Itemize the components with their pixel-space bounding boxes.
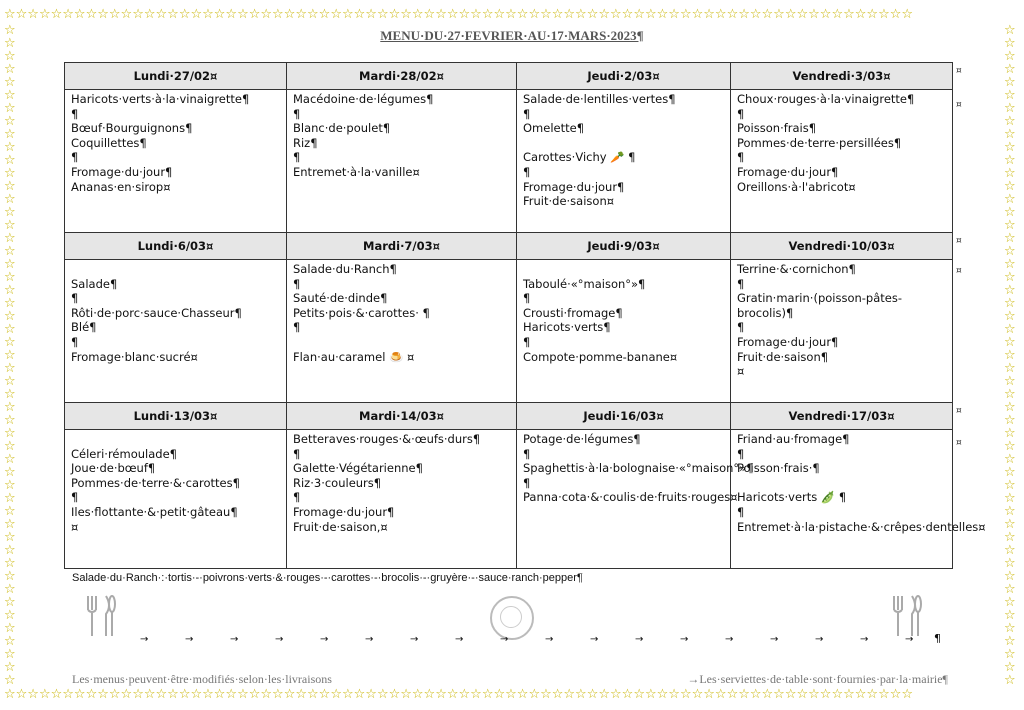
tab-arrow: → <box>275 634 284 645</box>
tab-arrow: → <box>635 634 644 645</box>
day-menu[interactable]: Potage·de·légumes¶ ¶ Spaghettis·à·la·bolognaise·«°maison°»¶ ¶ Panna·cota·&·coulis·de·fruits·rouges¤ <box>517 430 731 569</box>
tab-arrow: → <box>725 634 734 645</box>
day-header: Mardi·28/02¤ <box>287 63 517 90</box>
day-header: Lundi·27/02¤ <box>65 63 287 90</box>
fork-knife-icon <box>84 594 116 646</box>
tab-arrow: → <box>185 634 194 645</box>
day-menu[interactable]: Choux·rouges·à·la·vinaigrette¶ ¶ Poisson·frais¶ Pommes·de·terre·persillées¶ ¶ Fromage·du·jour¶ Oreillons·à·l'abricot¤ <box>731 90 953 233</box>
tab-arrow: → <box>320 634 329 645</box>
tab-arrow: → <box>230 634 239 645</box>
week-2-header-row <box>65 233 953 260</box>
tab-arrow: → <box>140 634 149 645</box>
footer-napkin-note: →Les·serviettes·de·table·sont·fournies·par·la·mairie¶ <box>687 672 948 686</box>
day-menu[interactable]: Taboulé·«°maison°»¶ ¶ Crousti·fromage¶ Haricots·verts¶ ¶ Compote·pomme-banane¤ <box>517 260 731 403</box>
day-header: Lundi·13/03¤ <box>65 403 287 430</box>
tab-arrows <box>140 634 950 645</box>
tab-arrow: → <box>365 634 374 645</box>
day-header: Jeudi·16/03¤ <box>517 403 731 430</box>
row-end-mark: ¤ <box>956 406 962 416</box>
day-menu[interactable]: Macédoine·de·légumes¶ ¶ Blanc·de·poulet¶ Riz¶ ¶ Entremet·à·la·vanille¤ <box>287 90 517 233</box>
day-menu[interactable]: Betteraves·rouges·&·œufs·durs¶ ¶ Galette·Végétarienne¶ Riz·3·couleurs¶ ¶ Fromage·du·jour¶ Fruit·de·saison,¤ <box>287 430 517 569</box>
week-1-header-row <box>65 63 953 90</box>
tab-arrow: → <box>545 634 554 645</box>
week-1-menu-row <box>65 90 953 233</box>
day-menu[interactable]: Salade·de·lentilles·vertes¶ ¶ Omelette¶ Carottes·Vichy 🥕 ¶ ¶ Fromage·du·jour¶ Fruit·de·saison¤ <box>517 90 731 233</box>
day-header: Mardi·7/03¤ <box>287 233 517 260</box>
star-border-top: ☆☆☆☆☆☆☆☆☆☆☆☆☆☆☆☆☆☆☆☆☆☆☆☆☆☆☆☆☆☆☆☆☆☆☆☆☆☆☆☆☆☆☆☆☆☆☆☆☆☆☆☆☆☆☆☆☆☆☆☆☆☆☆☆☆☆☆☆☆☆☆☆☆☆☆☆☆☆ <box>4 8 914 22</box>
tab-arrow: → <box>815 634 824 645</box>
day-header: Mardi·14/03¤ <box>287 403 517 430</box>
pilcrow-mark: ¶ <box>934 632 941 645</box>
row-end-mark: ¤ <box>956 66 962 76</box>
footer-delivery-note: Les·menus·peuvent·être·modifiés·selon·les·livraisons <box>72 672 332 686</box>
ranch-salad-note: Salade·du·Ranch·:·tortis·-·poivrons·verts·&·rouges·-·carottes·-·brocolis·-·gruyère·-·sauce·ranch·pepper¶ <box>72 572 583 584</box>
day-menu[interactable]: Céleri·rémoulade¶ Joue·de·bœuf¶ Pommes·de·terre·&·carottes¶ ¶ Iles·flottante·&·petit·gâteau¶ ¤ <box>65 430 287 569</box>
tab-arrow: → <box>860 634 869 645</box>
tab-arrow: → <box>770 634 779 645</box>
star-border-bottom: ☆☆☆☆☆☆☆☆☆☆☆☆☆☆☆☆☆☆☆☆☆☆☆☆☆☆☆☆☆☆☆☆☆☆☆☆☆☆☆☆☆☆☆☆☆☆☆☆☆☆☆☆☆☆☆☆☆☆☆☆☆☆☆☆☆☆☆☆☆☆☆☆☆☆☆☆☆☆ <box>4 688 914 702</box>
week-3-menu-row <box>65 430 953 569</box>
row-end-mark: ¤ <box>956 266 962 276</box>
star-border-left: ☆☆☆☆☆☆☆☆☆☆☆☆☆☆☆☆☆☆☆☆☆☆☆☆☆☆☆☆☆☆☆☆☆☆☆☆☆☆☆☆☆☆☆☆☆☆☆☆☆☆☆ <box>4 24 16 688</box>
page-title: MENU·DU·27·FEVRIER·AU·17·MARS·2023¶ <box>380 28 644 43</box>
tab-arrow: → <box>905 634 914 645</box>
day-menu[interactable]: Terrine·&·cornichon¶ ¶ Gratin·marin·(poisson-pâtes-brocolis)¶ ¶ Fromage·du·jour¶ Fruit·de·saison¶ ¤ <box>731 260 953 403</box>
tab-arrow: → <box>455 634 464 645</box>
day-header: Lundi·6/03¤ <box>65 233 287 260</box>
day-header: Jeudi·2/03¤ <box>517 63 731 90</box>
menu-table <box>64 62 986 569</box>
day-header: Vendredi·10/03¤ <box>731 233 953 260</box>
day-header: Vendredi·3/03¤ <box>731 63 953 90</box>
day-menu[interactable]: Salade¶ ¶ Rôti·de·porc·sauce·Chasseur¶ Blé¶ ¶ Fromage·blanc·sucré¤ <box>65 260 287 403</box>
row-end-mark: ¤ <box>956 236 962 246</box>
week-2-menu-row <box>65 260 953 403</box>
week-3-header-row <box>65 403 953 430</box>
tab-arrow: → <box>680 634 689 645</box>
tab-arrow: → <box>500 634 509 645</box>
day-menu[interactable]: Friand·au·fromage¶ ¶ Poisson·frais·¶ Haricots·verts 🫛 ¶ ¶ Entremet·à·la·pistache·&·crêpes·dentelles¤ <box>731 430 953 569</box>
tab-arrow: → <box>590 634 599 645</box>
row-end-mark: ¤ <box>956 438 962 448</box>
day-header: Jeudi·9/03¤ <box>517 233 731 260</box>
day-menu[interactable]: Haricots·verts·à·la·vinaigrette¶ ¶ Bœuf·Bourguignons¶ Coquillettes¶ ¶ Fromage·du·jour¶ Ananas·en·sirop¤ <box>65 90 287 233</box>
tab-arrow: → <box>410 634 419 645</box>
day-menu[interactable]: Salade·du·Ranch¶ ¶ Sauté·de·dinde¶ Petits·pois·&·carottes· ¶ ¶ Flan·au·caramel 🍮 ¤ <box>287 260 517 403</box>
star-border-right: ☆☆☆☆☆☆☆☆☆☆☆☆☆☆☆☆☆☆☆☆☆☆☆☆☆☆☆☆☆☆☆☆☆☆☆☆☆☆☆☆☆☆☆☆☆☆☆☆☆☆☆ <box>1004 24 1016 688</box>
day-header: Vendredi·17/03¤ <box>731 403 953 430</box>
row-end-mark: ¤ <box>956 100 962 110</box>
